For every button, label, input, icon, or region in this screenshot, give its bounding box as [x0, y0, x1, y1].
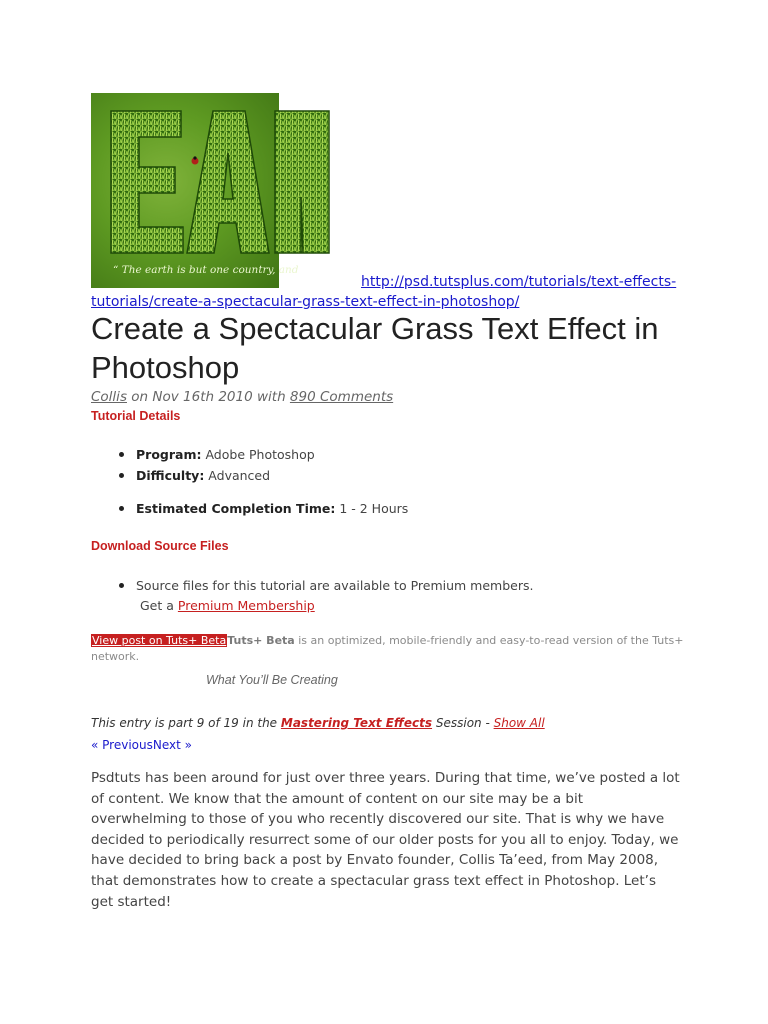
grass-letters-graphic [109, 101, 329, 266]
premium-membership-link[interactable]: Premium Membership [177, 598, 315, 613]
series-name-link[interactable]: Mastering Text Effects [280, 716, 433, 730]
download-heading: Download Source Files [91, 539, 229, 553]
tutorial-details-list [91, 444, 691, 519]
tutorial-details-heading: Tutorial Details [91, 409, 181, 423]
byline-date-text: on Nov 16th 2010 with [126, 389, 290, 405]
detail-value: Adobe Photoshop [201, 447, 315, 462]
series-prefix: This entry is part 9 of 19 in the [91, 716, 281, 730]
list-item [91, 465, 691, 486]
list-item: Source files for this tutorial are available to Premium members. [91, 575, 691, 596]
list-item [91, 498, 691, 519]
hero-caption: “ The earth is but one country, and [113, 264, 299, 276]
what-youll-be-creating-label: What You’ll Be Creating [206, 673, 338, 687]
detail-label: Difficulty: [136, 468, 205, 483]
page-title: Create a Spectacular Grass Text Effect in Photoshop [91, 311, 659, 385]
source-url-block [91, 272, 691, 312]
source-url-link[interactable]: http://psd.tutsplus.com/tutorials/text-effects-tutorials/create-a-spectacular-grass-text-effect-in-photoshop/ [91, 274, 677, 310]
series-line [91, 716, 545, 730]
previous-link[interactable]: « Previous [91, 738, 153, 752]
author-link[interactable]: Collis [91, 389, 127, 405]
byline [91, 389, 393, 405]
pagination [91, 738, 192, 752]
beta-brand: Tuts+ Beta [227, 634, 295, 647]
intro-paragraph: Psdtuts has been around for just over three years. During that time, we’ve posted a lot of content. We know that the amount of content on our site may be a bit overwhelming to those of you who recently discovered our site. That is why we have decided to periodically resurrect some of our older posts for you all to enjoy. Today, we have decided to bring back a post by Envato founder, Collis Ta’eed, from May 2008, that demonstrates how to create a spectacular grass text effect in Photoshop. Let’s get started! [91, 770, 680, 910]
download-list [91, 575, 691, 596]
next-link[interactable]: Next » [152, 738, 192, 752]
beta-description: is an optimized, mobile-friendly and easy-to-read version of the Tuts+ network. [91, 634, 684, 663]
comments-link[interactable]: 890 Comments [289, 389, 394, 405]
detail-label: Estimated Completion Time: [136, 501, 336, 516]
detail-label: Program: [136, 447, 202, 462]
membership-line [140, 598, 315, 613]
list-item [91, 444, 691, 465]
detail-value: Advanced [204, 468, 271, 483]
tuts-beta-notice [91, 633, 691, 665]
hero-image [91, 93, 299, 288]
view-on-beta-button[interactable]: View post on Tuts+ Beta [92, 634, 227, 647]
show-all-link[interactable]: Show All [493, 716, 545, 730]
series-suffix: Session - [432, 716, 494, 730]
detail-value: 1 - 2 Hours [335, 501, 409, 516]
membership-prefix: Get a [140, 598, 178, 613]
